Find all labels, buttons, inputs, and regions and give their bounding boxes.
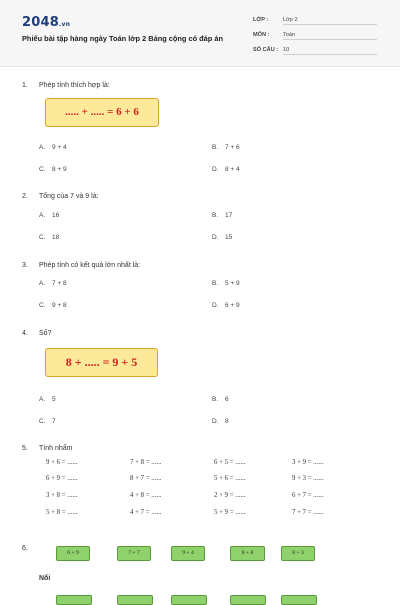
match-target[interactable] xyxy=(56,595,92,605)
match-target[interactable] xyxy=(117,595,153,605)
calc-item: 7 + 7 = ...... xyxy=(292,509,324,516)
question-count-value: 10 xyxy=(283,47,377,55)
calc-item: 4 + 8 = ...... xyxy=(130,492,162,499)
calc-item: 4 + 7 = ...... xyxy=(130,509,162,516)
calc-item: 6 + 7 = ...... xyxy=(292,492,324,499)
match-target[interactable] xyxy=(230,595,266,605)
worksheet-header xyxy=(0,0,400,67)
calc-item: 3 + 9 = ...... xyxy=(292,459,324,466)
calc-item: 9 + 6 = ...... xyxy=(46,459,78,466)
expression-box: ..... + ..... = 6 + 6 xyxy=(45,98,159,127)
question-number: 2. xyxy=(22,193,28,200)
question-text: Phép tính có kết quả lớn nhất là: xyxy=(39,262,141,269)
subject-value: Toán xyxy=(283,32,377,40)
calc-item: 5 + 9 = ...... xyxy=(214,509,246,516)
question-number: 1. xyxy=(22,82,28,89)
site-logo[interactable]: 2048.vn xyxy=(22,15,71,30)
page-title: Phiếu bài tập hàng ngày Toán lớp 2 Bảng cộng có đáp án xyxy=(22,34,223,43)
option-a[interactable]: A. 5 xyxy=(39,396,56,403)
calc-item: 7 + 8 = ...... xyxy=(130,459,162,466)
option-a[interactable]: A. 9 + 4 xyxy=(39,144,67,151)
match-tag[interactable]: 8 + 8 xyxy=(230,546,265,561)
option-b[interactable]: B. 6 xyxy=(212,396,229,403)
match-subtitle: Nối xyxy=(39,575,51,582)
question-text: Tổng của 7 và 9 là: xyxy=(39,193,99,200)
calc-item: 6 + 5 = ...... xyxy=(214,459,246,466)
option-d[interactable]: D. 15 xyxy=(212,234,233,241)
match-target[interactable] xyxy=(171,595,207,605)
class-label: LỚP : xyxy=(253,17,269,23)
question-number: 5. xyxy=(22,445,28,452)
calc-item: 6 + 9 = ...... xyxy=(46,475,78,482)
match-tag[interactable]: 7 + 7 xyxy=(117,546,151,561)
option-a[interactable]: A. 7 + 8 xyxy=(39,280,67,287)
option-b[interactable]: B. 17 xyxy=(212,212,233,219)
subject-label: MÔN : xyxy=(253,32,270,38)
question-number: 4. xyxy=(22,330,28,337)
class-value: Lớp 2 xyxy=(283,17,377,25)
question-number: 6. xyxy=(22,545,28,552)
question-text: Tính nhẩm xyxy=(39,445,73,452)
option-d[interactable]: D. 8 xyxy=(212,418,229,425)
option-b[interactable]: B. 7 + 6 xyxy=(212,144,240,151)
match-tag[interactable]: 8 + 3 xyxy=(281,546,315,561)
calc-item: 5 + 6 = ...... xyxy=(214,475,246,482)
question-text: Phép tính thích hợp là: xyxy=(39,82,110,89)
expression-box: 8 + ..... = 9 + 5 xyxy=(45,348,158,377)
calc-item: 5 + 8 = ...... xyxy=(46,509,78,516)
option-a[interactable]: A. 16 xyxy=(39,212,60,219)
question-text: Số? xyxy=(39,330,52,337)
match-target[interactable] xyxy=(281,595,317,605)
option-c[interactable]: C. 8 + 9 xyxy=(39,166,67,173)
option-c[interactable]: C. 18 xyxy=(39,234,60,241)
option-c[interactable]: C. 9 + 8 xyxy=(39,302,67,309)
match-tag[interactable]: 9 + 4 xyxy=(171,546,205,561)
calc-item: 3 + 8 = ...... xyxy=(46,492,78,499)
calc-item: 2 + 9 = ...... xyxy=(214,492,246,499)
question-count-label: SỐ CÂU : xyxy=(253,47,279,53)
option-b[interactable]: B. 5 + 9 xyxy=(212,280,240,287)
option-d[interactable]: D. 8 + 4 xyxy=(212,166,240,173)
match-tag[interactable]: 6 + 9 xyxy=(56,546,90,561)
calc-item: 9 + 3 = ...... xyxy=(292,475,324,482)
calc-item: 8 + 7 = ...... xyxy=(130,475,162,482)
option-c[interactable]: C. 7 xyxy=(39,418,56,425)
question-number: 3. xyxy=(22,262,28,269)
option-d[interactable]: D. 6 + 9 xyxy=(212,302,240,309)
